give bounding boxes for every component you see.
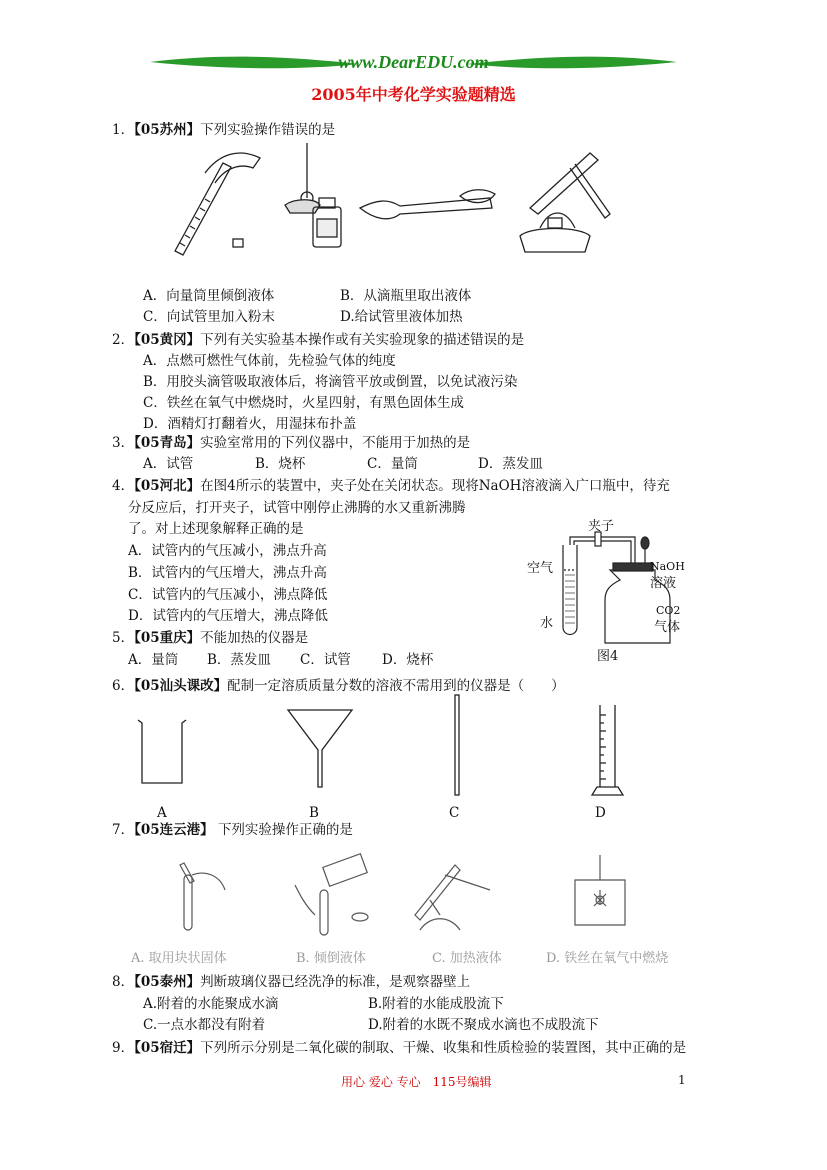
glass-rod-icon: [455, 695, 459, 795]
question-3-option-d: D．蒸发皿: [478, 456, 543, 472]
question-9-stem: 9．【05宿迁】下列所示分别是二氧化碳的制取、干燥、收集和性质检验的装置图，其中正确的是: [112, 1040, 687, 1056]
question-2-stem: 2．【05黄冈】下列有关实验基本操作或有关实验现象的描述错误的是: [112, 332, 525, 348]
question-6-label-c: C: [449, 805, 460, 821]
figure-4-air-label: 空气: [527, 561, 554, 576]
figure-4-clip-label: 夹子: [588, 519, 615, 534]
figure-4-naoh-label: NaOH: [650, 560, 685, 573]
question-4-option-b: B．试管内的气压增大，沸点升高: [128, 565, 327, 581]
question-7-caption-d: D. 铁丝在氧气中燃烧: [546, 951, 669, 966]
question-4-stem-line2: 分反应后，打开夹子，试管中刚停止沸腾的水又重新沸腾: [128, 500, 466, 516]
question-8-option-a: A.附着的水能聚成水滴: [143, 996, 279, 1012]
question-1-figure: [165, 143, 625, 253]
funnel-icon: [288, 710, 352, 787]
beaker-icon: [138, 720, 186, 783]
question-6-label-b: B: [309, 805, 319, 821]
question-1-stem: 1．【05苏州】下列实验操作错误的是: [112, 122, 336, 138]
question-7-caption-c: C. 加热液体: [432, 951, 502, 966]
question-6-figures: [130, 695, 630, 795]
figure-4-gas-label: 气体: [654, 620, 681, 635]
footer-text: 用心 爱心 专心 115号编辑: [341, 1075, 492, 1089]
question-1-option-b: B．从滴瓶里取出液体: [340, 288, 472, 304]
question-2-option-d: D．酒精灯打翻着火，用湿抹布扑盖: [143, 416, 357, 432]
question-4-stem-line1: 4．【05河北】在图4所示的装置中，夹子处在关闭状态。现将NaOH溶液滴入广口瓶中，待充: [112, 478, 670, 494]
question-3-option-c: C．量筒: [367, 456, 418, 472]
site-url: www.DearEDU.com: [338, 52, 489, 72]
page-number: 1: [678, 1073, 686, 1087]
question-3-option-a: A．试管: [143, 456, 194, 472]
question-3-option-b: B．烧杯: [255, 456, 306, 472]
question-6-label-a: A: [157, 805, 167, 821]
question-8-option-d: D.附着的水既不聚成水滴也不成股流下: [368, 1017, 599, 1033]
figure-4-water-label: 水: [540, 616, 554, 631]
question-6-stem: 6．【05汕头课改】配制一定溶质质量分数的溶液不需用到的仪器是（ ）: [112, 678, 565, 694]
question-1-option-d: D.给试管里液体加热: [340, 309, 463, 325]
page-title: 2005年中考化学实验题精选: [311, 85, 516, 104]
figure-4-co2-label: CO2: [656, 604, 681, 617]
question-1-option-c: C．向试管里加入粉末: [143, 309, 275, 325]
question-7-caption-b: B. 倾倒液体: [296, 951, 366, 966]
question-7-stem: 7．【05连云港】 下列实验操作正确的是: [112, 822, 353, 838]
question-5-option-a: A．量筒: [128, 652, 179, 668]
question-4-option-d: D．试管内的气压增大，沸点降低: [128, 608, 328, 624]
figure-4-caption: 图4: [597, 649, 619, 664]
question-7-figures: [170, 845, 690, 940]
question-4-option-c: C．试管内的气压减小，沸点降低: [128, 587, 328, 603]
question-4-stem-line3: 了。对上述现象解释正确的是: [128, 521, 304, 537]
question-4-option-a: A．试管内的气压减小，沸点升高: [128, 543, 327, 559]
question-8-option-b: B.附着的水能成股流下: [368, 996, 504, 1012]
question-2-option-a: A．点燃可燃性气体前，先检验气体的纯度: [143, 353, 396, 369]
question-8-option-c: C.一点水都没有附着: [143, 1017, 266, 1033]
question-5-option-b: B．蒸发皿: [207, 652, 271, 668]
figure-4-solution-label: 溶液: [650, 576, 677, 591]
question-2-option-b: B．用胶头滴管吸取液体后，将滴管平放或倒置，以免试液污染: [143, 374, 518, 390]
graduated-cylinder-icon: [592, 705, 623, 795]
question-5-option-d: D．烧杯: [382, 652, 434, 668]
question-2-option-c: C．铁丝在氧气中燃烧时，火星四射，有黑色固体生成: [143, 395, 464, 411]
question-6-label-d: D: [595, 805, 606, 821]
question-3-stem: 3．【05青岛】实验室常用的下列仪器中，不能用于加热的是: [112, 435, 471, 451]
question-8-stem: 8．【05泰州】判断玻璃仪器已经洗净的标准，是观察器壁上: [112, 974, 471, 990]
question-7-caption-a: A. 取用块状固体: [131, 951, 227, 966]
question-1-option-a: A．向量筒里倾倒液体: [143, 288, 275, 304]
question-5-stem: 5．【05重庆】不能加热的仪器是: [112, 630, 309, 646]
question-5-option-c: C．试管: [300, 652, 351, 668]
